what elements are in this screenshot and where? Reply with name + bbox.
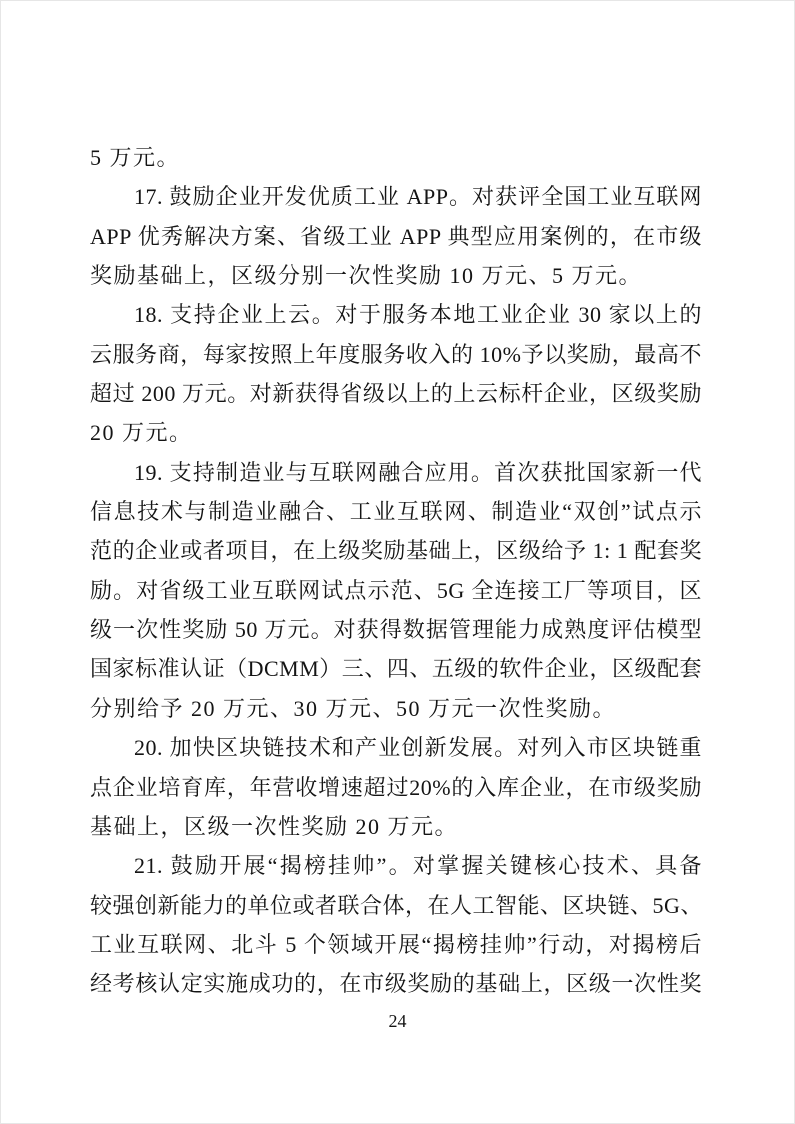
- text-line-clause-18: 18. 支持企业上云。对于服务本地工业企业 30 家以上的: [134, 302, 702, 328]
- text-line: 云服务商，每家按照上年度服务收入的 10%予以奖励，最高不: [90, 341, 702, 367]
- text-line: 分别给予 20 万元、30 万元、50 万元一次性奖励。: [90, 695, 617, 721]
- page-number: 24: [388, 1011, 407, 1031]
- text-line: 点企业培育库，年营收增速超过20%的入库企业，在市级奖励: [90, 774, 702, 800]
- text-line: 较强创新能力的单位或者联合体，在人工智能、区块链、5G、: [90, 892, 703, 918]
- text-line-clause-17: 17. 鼓励企业开发优质工业 APP。对获评全国工业互联网: [134, 184, 702, 210]
- text-line: APP 优秀解决方案、省级工业 APP 典型应用案例的，在市级: [90, 223, 702, 249]
- text-line: 20 万元。: [90, 420, 193, 446]
- text-line-clause-21: 21. 鼓励开展“揭榜挂帅”。对掌握关键核心技术、具备: [134, 853, 702, 879]
- text-line-clause-19: 19. 支持制造业与互联网融合应用。首次获批国家新一代: [134, 459, 702, 485]
- text-line: 励。对省级工业互联网试点示范、5G 全连接工厂等项目，区: [90, 577, 702, 603]
- text-line: 范的企业或者项目，在上级奖励基础上，区级给予 1: 1 配套奖: [90, 538, 702, 564]
- text-line: 奖励基础上，区级分别一次性奖励 10 万元、5 万元。: [90, 263, 643, 289]
- text-line: 基础上，区级一次性奖励 20 万元。: [90, 813, 459, 839]
- text-line: 信息技术与制造业融合、工业互联网、制造业“双创”试点示: [90, 499, 702, 525]
- text-line-clause-20: 20. 加快区块链技术和产业创新发展。对列入市区块链重: [134, 735, 702, 761]
- text-line: 国家标准认证（DCMM）三、四、五级的软件企业，区级配套: [90, 656, 702, 682]
- text-line: 经考核认定实施成功的，在市级奖励的基础上，区级一次性奖: [90, 971, 702, 997]
- text-line: 超过 200 万元。对新获得省级以上的上云标杆企业，区级奖励: [90, 381, 702, 407]
- document-body: [90, 138, 702, 1004]
- text-line: 级一次性奖励 50 万元。对获得数据管理能力成熟度评估模型: [90, 617, 702, 643]
- text-line: 5 万元。: [90, 145, 181, 170]
- text-line: 工业互联网、北斗 5 个领域开展“揭榜挂帅”行动，对揭榜后: [90, 931, 702, 957]
